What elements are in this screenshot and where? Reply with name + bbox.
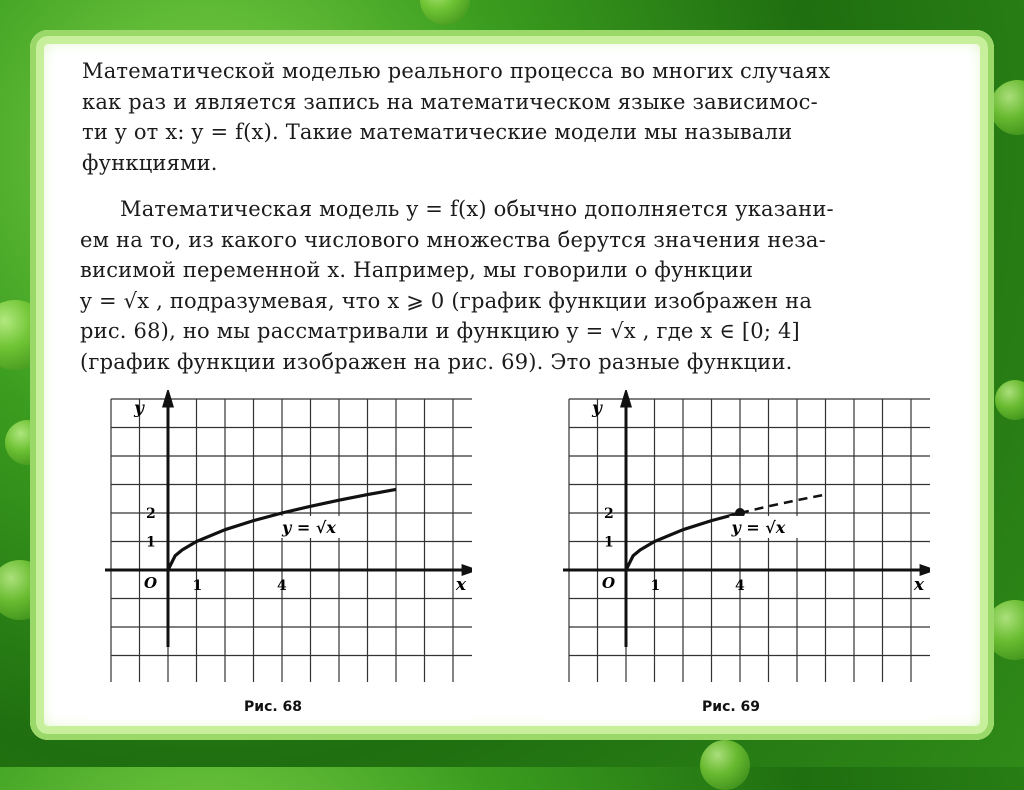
background-bubble — [420, 0, 470, 25]
y-tick-label: 2 — [146, 506, 156, 522]
graph-69-svg — [546, 390, 930, 720]
text-line: (график функции изображен на рис. 69). Это разные функции. — [80, 349, 793, 374]
text-line: функциями. — [82, 150, 218, 175]
paragraph-model-definition — [82, 56, 932, 178]
curve-label: y = √x — [731, 517, 786, 537]
origin-label: O — [144, 574, 158, 592]
text-line: рис. 68), но мы рассматривали и функцию y = √x , где x ∈ [0; 4] — [80, 319, 800, 343]
text-line: Математической моделью реального процесса во многих случаях — [82, 59, 831, 83]
text-line — [80, 194, 932, 225]
x-tick-label: 1 — [650, 578, 661, 594]
x-tick-label: 4 — [735, 578, 745, 594]
figure-caption: Рис. 69 — [702, 699, 761, 715]
x-axis-label: x — [455, 575, 466, 595]
text-line-content: Математическая модель y = f(x) обычно дополняется указани- — [120, 197, 834, 221]
text-line: y = √x , подразумевая, что x ⩾ 0 (график функции изображен на — [80, 288, 813, 313]
y-tick-label: 2 — [604, 506, 614, 522]
background-bubble — [995, 380, 1024, 420]
x-tick-label: 4 — [277, 578, 287, 594]
paragraph-domain-note — [80, 194, 932, 377]
figure-caption: Рис. 68 — [244, 699, 303, 715]
graph-68-svg — [88, 390, 472, 720]
text-line: ти y от x: y = f(x). Такие математические модели мы называли — [82, 120, 793, 144]
text-line: ем на то, из какого числового множества берутся значения неза- — [80, 227, 826, 252]
origin-label: O — [602, 574, 616, 592]
y-tick-label: 1 — [146, 534, 156, 551]
y-tick-label: 1 — [604, 534, 614, 551]
figure-68 — [88, 390, 472, 720]
y-axis-label: y — [592, 398, 602, 419]
background-bubble — [990, 80, 1024, 135]
background-bubble — [700, 740, 750, 790]
curve-label: y = √x — [282, 517, 336, 537]
sqrt-curve-dashed-continuation — [740, 495, 826, 513]
x-axis-label: x — [913, 575, 924, 595]
y-axis-label: y — [134, 398, 144, 419]
text-line: как раз и является запись на математическом языке зависимос- — [82, 89, 818, 114]
x-tick-label: 1 — [192, 578, 203, 594]
figure-69 — [546, 390, 930, 720]
text-line: висимой переменной x. Например, мы говорили о функции — [80, 258, 754, 282]
